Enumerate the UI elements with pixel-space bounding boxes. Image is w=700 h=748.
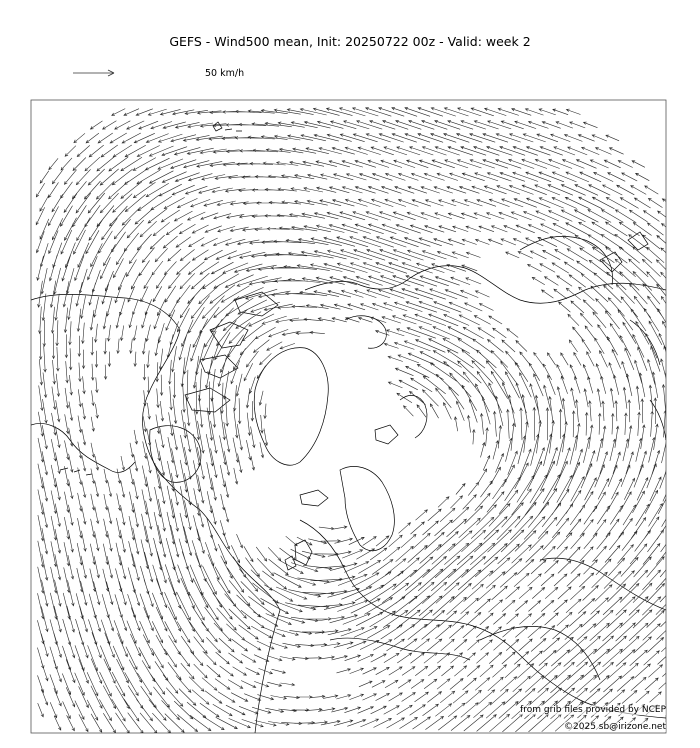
data-credit: from grib files provided by NCEP	[520, 705, 666, 715]
map-title: GEFS - Wind500 mean, Init: 20250722 00z - Valid: week 2	[169, 34, 531, 49]
copyright-credit: ©2025 sb@irizone.net	[564, 722, 666, 732]
reference-wind-label: 50 km/h	[205, 68, 245, 79]
